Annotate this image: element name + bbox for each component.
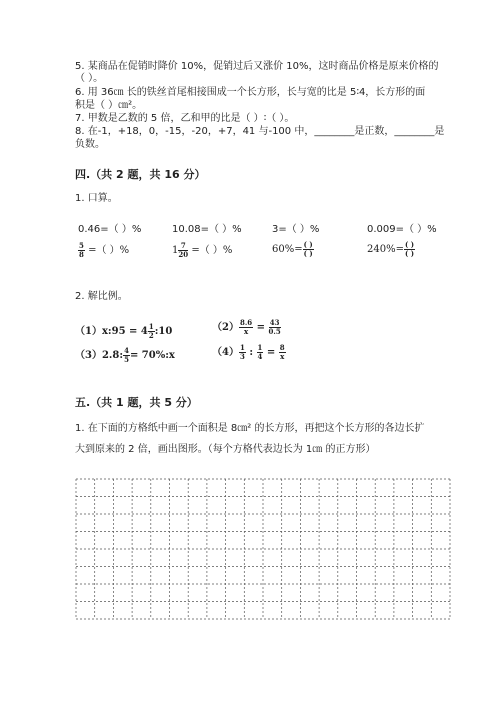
q8-line1: 8. 在-1，+18，0，-15，-20，+7，41 与-100 中，________是正数，________是: [75, 126, 445, 137]
fraction: $\frac{8}{x}$: [279, 343, 285, 361]
oral-r2c2: 1 $\frac{7}{20}$ =（ ）%: [172, 241, 233, 259]
proportion-1: （1）x:95 = 4 $\frac{1}{2}$ :10: [75, 322, 173, 340]
oral-r2c4: 240%= $\frac{( )}{( )}$: [367, 240, 415, 258]
proportion-label: 2. 解比例。: [75, 291, 128, 302]
oral-r1c2: 10.08=（ ）%: [172, 224, 242, 235]
fraction: $\frac{7}{20}$: [178, 241, 189, 259]
fraction: $\frac{4}{5}$: [124, 346, 129, 364]
proportion-4: （4） $\frac{1}{3}$ : $\frac{1}{4}$ = $\frac{8}{x}$: [212, 343, 285, 361]
oral-r1c4: 0.009=（ ）%: [367, 224, 437, 235]
fraction: $\frac{1}{4}$: [257, 343, 263, 361]
fraction: $\frac{43}{0.5}$: [268, 318, 281, 336]
oral-r2c3: 60%= $\frac{( )}{( )}$: [272, 240, 313, 258]
graph-paper-grid[interactable]: [75, 478, 451, 620]
proportion-2: （2） $\frac{8.6}{x}$ = $\frac{43}{0.5}$: [212, 318, 281, 336]
q7-text: 7. 甲数是乙数的 5 倍，乙和甲的比是（ ）∶（ ）。: [75, 113, 295, 124]
grid-question-line1: 1. 在下面的方格纸中画一个面积是 8㎝² 的长方形，再把这个长方形的各边长扩: [75, 423, 425, 434]
oral-r2c1: $\frac{5}{8}$ =（ ）%: [79, 241, 130, 259]
proportion-3: （3）2.8: $\frac{4}{5}$ = 70%:x: [75, 346, 175, 364]
oral-r1c3: 3=（ ）%: [272, 224, 320, 235]
oral-r1c1: 0.46=（ ）%: [78, 224, 142, 235]
grid-question-line2: 大到原来的 2 倍，画出图形。（每个方格代表边长为 1㎝ 的正方形）: [75, 444, 376, 455]
fraction: $\frac{( )}{( )}$: [404, 240, 415, 258]
q8-line2: 负数。: [75, 139, 105, 150]
section4-title: 四.（共 2 题，共 16 分）: [75, 168, 206, 181]
q6-line1: 6. 用 36㎝ 长的铁丝首尾相接围成一个长方形，长与宽的比是 5∶4，长方形的面: [75, 87, 426, 98]
q5-line2: （ ）。: [75, 73, 104, 84]
q6-line2: 积是（ ）㎝²。: [75, 100, 143, 111]
fraction: $\frac{( )}{( )}$: [303, 240, 313, 258]
fraction: $\frac{1}{2}$: [148, 322, 154, 340]
fraction: $\frac{8.6}{x}$: [239, 318, 253, 336]
section5-title: 五.（共 1 题，共 5 分）: [75, 396, 198, 409]
oral-calc-label: 1. 口算。: [75, 193, 118, 204]
q5-line1: 5. 某商品在促销时降价 10%，促销过后又涨价 10%，这时商品价格是原来价格的: [75, 61, 439, 72]
fraction: $\frac{1}{3}$: [239, 343, 245, 361]
fraction: $\frac{5}{8}$: [79, 241, 84, 259]
